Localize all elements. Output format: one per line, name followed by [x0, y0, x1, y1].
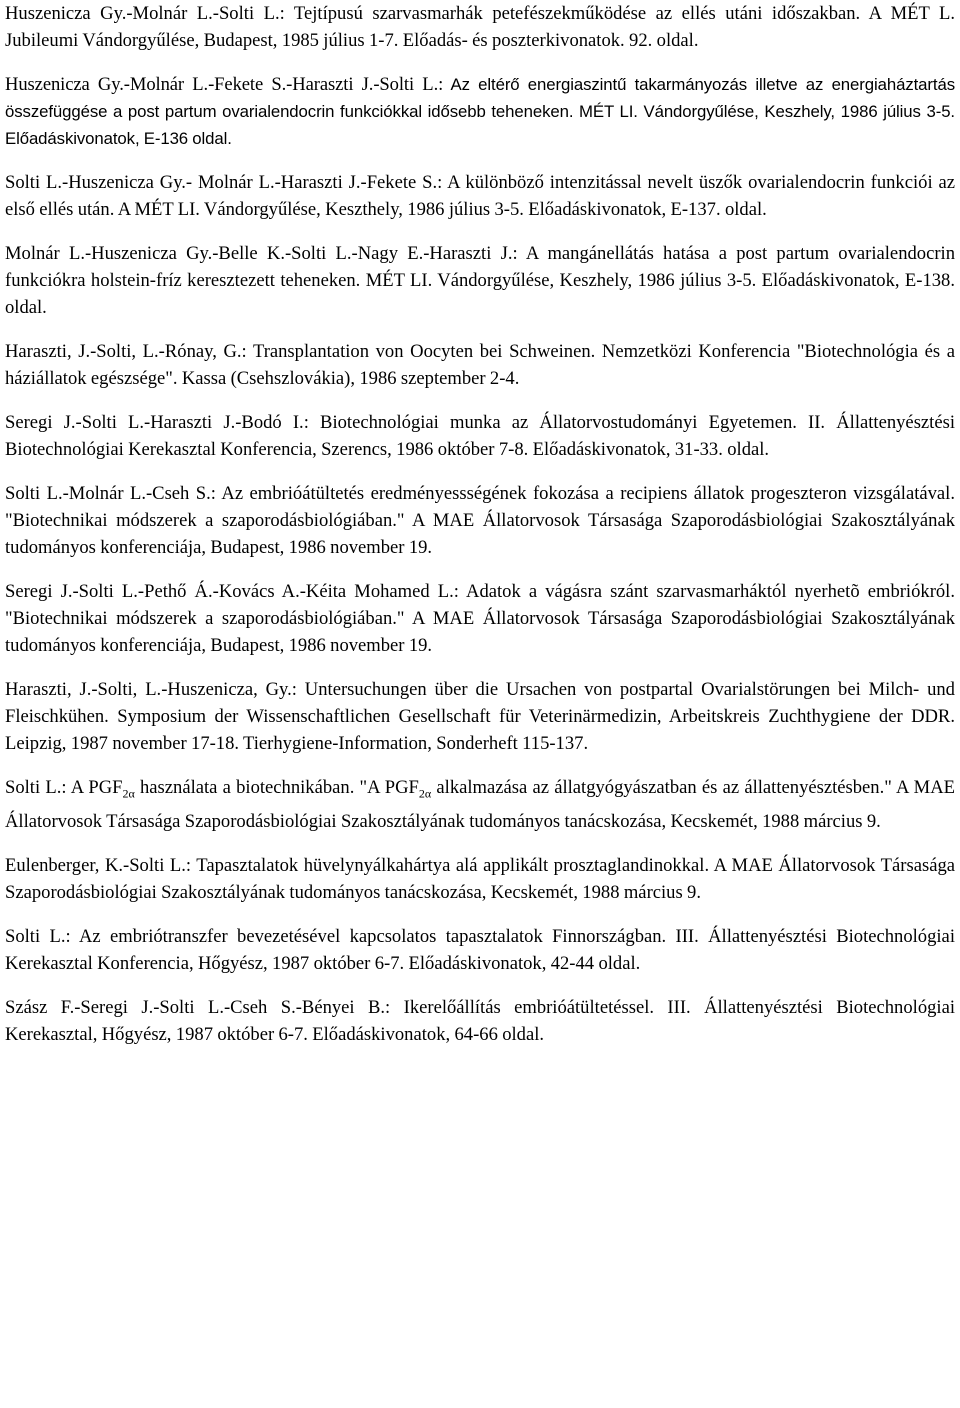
reference-text: Az embriótranszfer bevezetésével kapcsolatos tapasztalatok Finnországban. III. Állattenyésztési Biotechnológiai Kerekasztal Konferencia, Hőgyész, 1987 október 6-7. Előadáskivonatok, 42-44 oldal.	[5, 925, 955, 974]
reference-entry-3	[5, 169, 955, 223]
reference-text: Adatok a vágásra szánt szarvasmarháktól nyerhetõ embriókról. "Biotechnikai módszerek a szaporodásbiológiában." A MAE Állatorvosok Társasága Szaporodásbiológiai Szakosztályának tudományos konferenciája, Budapest, 1986 november 19.	[5, 581, 955, 656]
reference-authors: Solti L.:	[5, 777, 67, 798]
reference-authors: Seregi J.-Solti L.-Haraszti J.-Bodó I.:	[5, 412, 309, 433]
reference-entry-13	[5, 994, 955, 1048]
spacer	[5, 223, 955, 240]
reference-text: A mangánellátás hatása a post partum ovarialendocrin funkciókra holstein-fríz keresztezett teheneken. MÉT LI. Vándorgyűlése, Keszhely, 1986 július 3-5. Előadáskivonatok, E-138. oldal.	[5, 243, 955, 318]
spacer	[5, 659, 955, 676]
spacer	[5, 561, 955, 578]
document-page	[5, 0, 955, 1048]
reference-entry-2	[5, 71, 955, 152]
spacer	[5, 152, 955, 169]
subscript-2alpha: 2α	[418, 786, 432, 801]
reference-authors: Seregi J.-Solti L.-Pethő Á.-Kovács A.-Kéita Mohamed L.:	[5, 581, 459, 602]
reference-entry-7	[5, 480, 955, 561]
reference-text: Biotechnológiai munka az Állatorvostudományi Egyetemen. II. Állattenyésztési Biotechnológiai Kerekasztal Konferencia, Szerencs, 1986 október 7-8. Előadáskivonatok, 31-33. oldal.	[5, 412, 955, 460]
reference-authors: Molnár L.-Huszenicza Gy.-Belle K.-Solti L.-Nagy E.-Haraszti J.:	[5, 243, 518, 264]
reference-entry-9	[5, 676, 955, 757]
spacer	[5, 977, 955, 994]
spacer	[5, 906, 955, 923]
reference-text: Ikerelőállítás embrióátültetéssel. III. Állattenyésztési Biotechnológiai Kerekasztal, Hőgyész, 1987 október 6-7. Előadáskivonatok, 64-66 oldal.	[5, 996, 955, 1045]
reference-authors: Haraszti, J.-Solti, L.-Huszenicza, Gy.:	[5, 679, 297, 700]
reference-entry-4	[5, 240, 955, 321]
reference-text: A különböző intenzitással nevelt üszők ovarialendocrin funkciói az első ellés után. A MÉT LI. Vándorgyűlése, Keszthely, 1986 július 3-5. Előadáskivonatok, E-137. oldal.	[5, 172, 955, 220]
reference-text-a: A PGF	[66, 777, 123, 798]
reference-text: Untersuchungen über die Ursachen von postpartal Ovarialstörungen bei Milch- und Fleischkühen. Symposium der Wissenschaftlichen Gesellschaft für Veterinärmedizin, Arbeitskreis Zuchthygiene der DDR. Leipzig, 1987 november 17-18. Tierhygiene-Information, Sonderheft 115-137.	[5, 679, 955, 754]
reference-authors: Szász F.-Seregi J.-Solti L.-Cseh S.-Bényei B.:	[5, 996, 391, 1018]
reference-authors: Eulenberger, K.-Solti L.:	[5, 854, 192, 876]
reference-entry-5	[5, 338, 955, 392]
spacer	[5, 757, 955, 774]
reference-text-b: használata a biotechnikában. "A PGF	[134, 777, 419, 798]
reference-text-c: alkalmazása az állatgyógyászatban és az állattenyésztésben." A MAE Állatorvosok Társasága Szaporodásbiológiai Szakosztályának tudományos tanácskozása, Kecskemét, 1988 március 9.	[5, 777, 955, 832]
spacer	[5, 835, 955, 852]
reference-text: Az eltérő energiaszintű takarmányozás illetve az energiaháztartás összefüggése a post partum ovarialendocrin funkciókkal idősebb teheneken. MÉT LI. Vándorgyűlése, Keszhely, 1986 július 3-5. Előadáskivonatok, E-136 oldal.	[5, 75, 955, 148]
reference-authors: Solti L.-Huszenicza Gy.- Molnár L.-Haraszti J.-Fekete S.:	[5, 172, 443, 193]
reference-entry-1	[5, 0, 955, 54]
subscript-2alpha: 2α	[122, 786, 135, 801]
reference-authors: Haraszti, J.-Solti, L.-Rónay, G.:	[5, 341, 247, 362]
reference-authors: Solti L.-Molnár L.-Cseh S.:	[5, 483, 216, 504]
reference-entry-6	[5, 409, 955, 463]
reference-authors: Solti L.:	[5, 925, 71, 947]
reference-text: Huszenicza Gy.-Molnár L.-Solti L.: Tejtípusú szarvasmarhák petefészekműködése az ellés utáni időszakban. A MÉT L. Jubileumi Vándorgyűlése, Budapest, 1985 július 1-7. Előadás- és poszterkivonatok. 92. oldal.	[5, 3, 955, 51]
reference-text: Az embrióátültetés eredményessségének fokozása a recipiens állatok progeszteron vizsgálatával. "Biotechnikai módszerek a szaporodásbiológiában." A MAE Állatorvosok Társasága Szaporodásbiológiai Szakosztályának tudományos konferenciája, Budapest, 1986 november 19.	[5, 483, 955, 558]
reference-entry-10	[5, 774, 955, 835]
spacer	[5, 463, 955, 480]
reference-authors: Huszenicza Gy.-Molnár L.-Fekete S.-Haraszti J.-Solti L.:	[5, 74, 444, 95]
spacer	[5, 392, 955, 409]
spacer	[5, 54, 955, 71]
reference-entry-11	[5, 852, 955, 906]
reference-text: Tapasztalatok hüvelynyálkahártya alá applikált prosztaglandinokkal. A MAE Állatorvosok Társasága Szaporodásbiológiai Szakosztályának tudományos tanácskozása, Kecskemét, 1988 március 9.	[5, 854, 955, 903]
reference-entry-12	[5, 923, 955, 977]
reference-text: Transplantation von Oocyten bei Schweinen. Nemzetközi Konferencia "Biotechnológia és a háziállatok egészsége". Kassa (Csehszlovákia), 1986 szeptember 2-4.	[5, 341, 955, 389]
spacer	[5, 321, 955, 338]
reference-entry-8	[5, 578, 955, 659]
